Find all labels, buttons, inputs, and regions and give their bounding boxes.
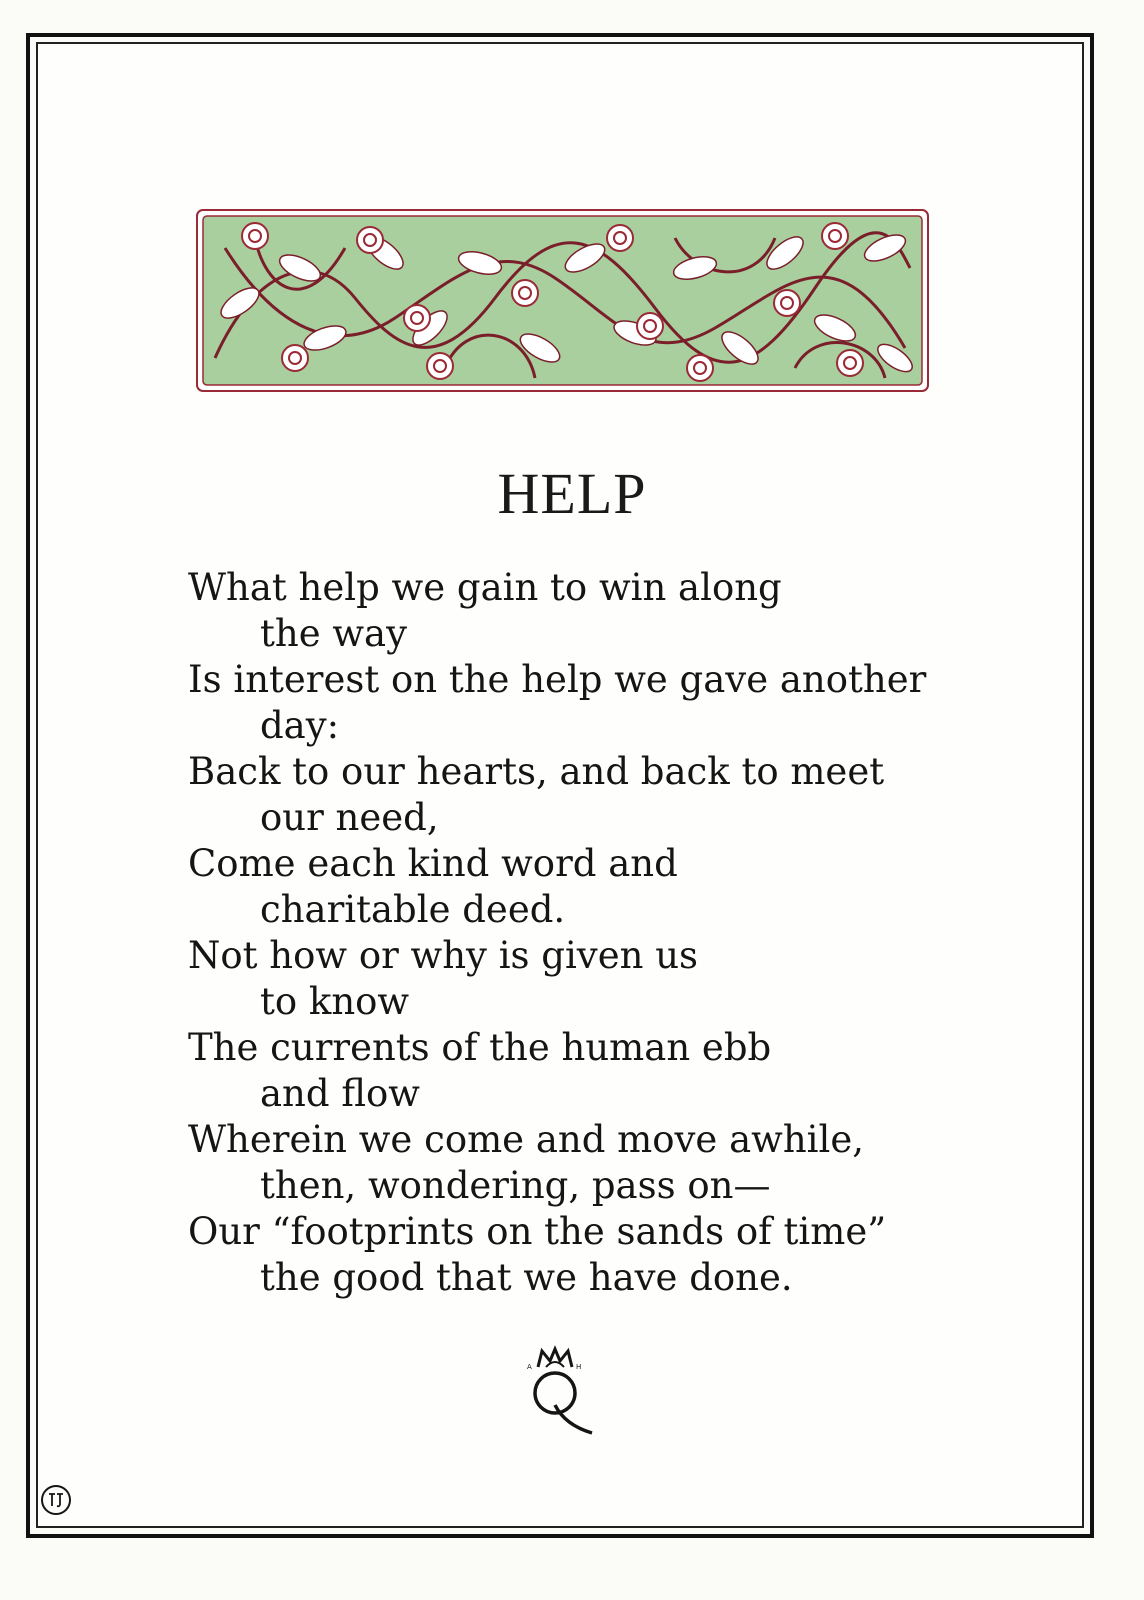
poem-line: Not how or why is given us [188, 934, 699, 977]
poem-line: and flow [260, 1072, 420, 1115]
poem-line: then, wondering, pass on— [260, 1164, 771, 1207]
poem-body [188, 565, 988, 1301]
poem-line: Back to our hearts, and back to meet [188, 750, 885, 793]
poem-line: The currents of the human ebb [188, 1026, 772, 1069]
svg-text:H: H [576, 1363, 582, 1371]
poem-line: charitable deed. [260, 888, 566, 931]
circled-monogram-icon [40, 1484, 72, 1516]
svg-text:A: A [527, 1363, 532, 1371]
poem-line: Wherein we come and move awhile, [188, 1118, 864, 1161]
poem-title: HELP [497, 461, 647, 526]
poem-line: Is interest on the help we gave another [188, 658, 927, 701]
poem-line: the good that we have done. [260, 1256, 793, 1299]
ornate-q-colophon-icon [510, 1345, 600, 1440]
poem-line: Come each kind word and [188, 842, 678, 885]
rose-vine-ornament-icon [195, 208, 930, 393]
poem-line: the way [260, 612, 407, 655]
poem-line: our need, [260, 796, 439, 839]
poem-line: Our “footprints on the sands of time” [188, 1210, 887, 1253]
poem-line: to know [260, 980, 410, 1023]
poem-line: What help we gain to win along [188, 566, 782, 609]
poem-line: day: [260, 704, 340, 747]
